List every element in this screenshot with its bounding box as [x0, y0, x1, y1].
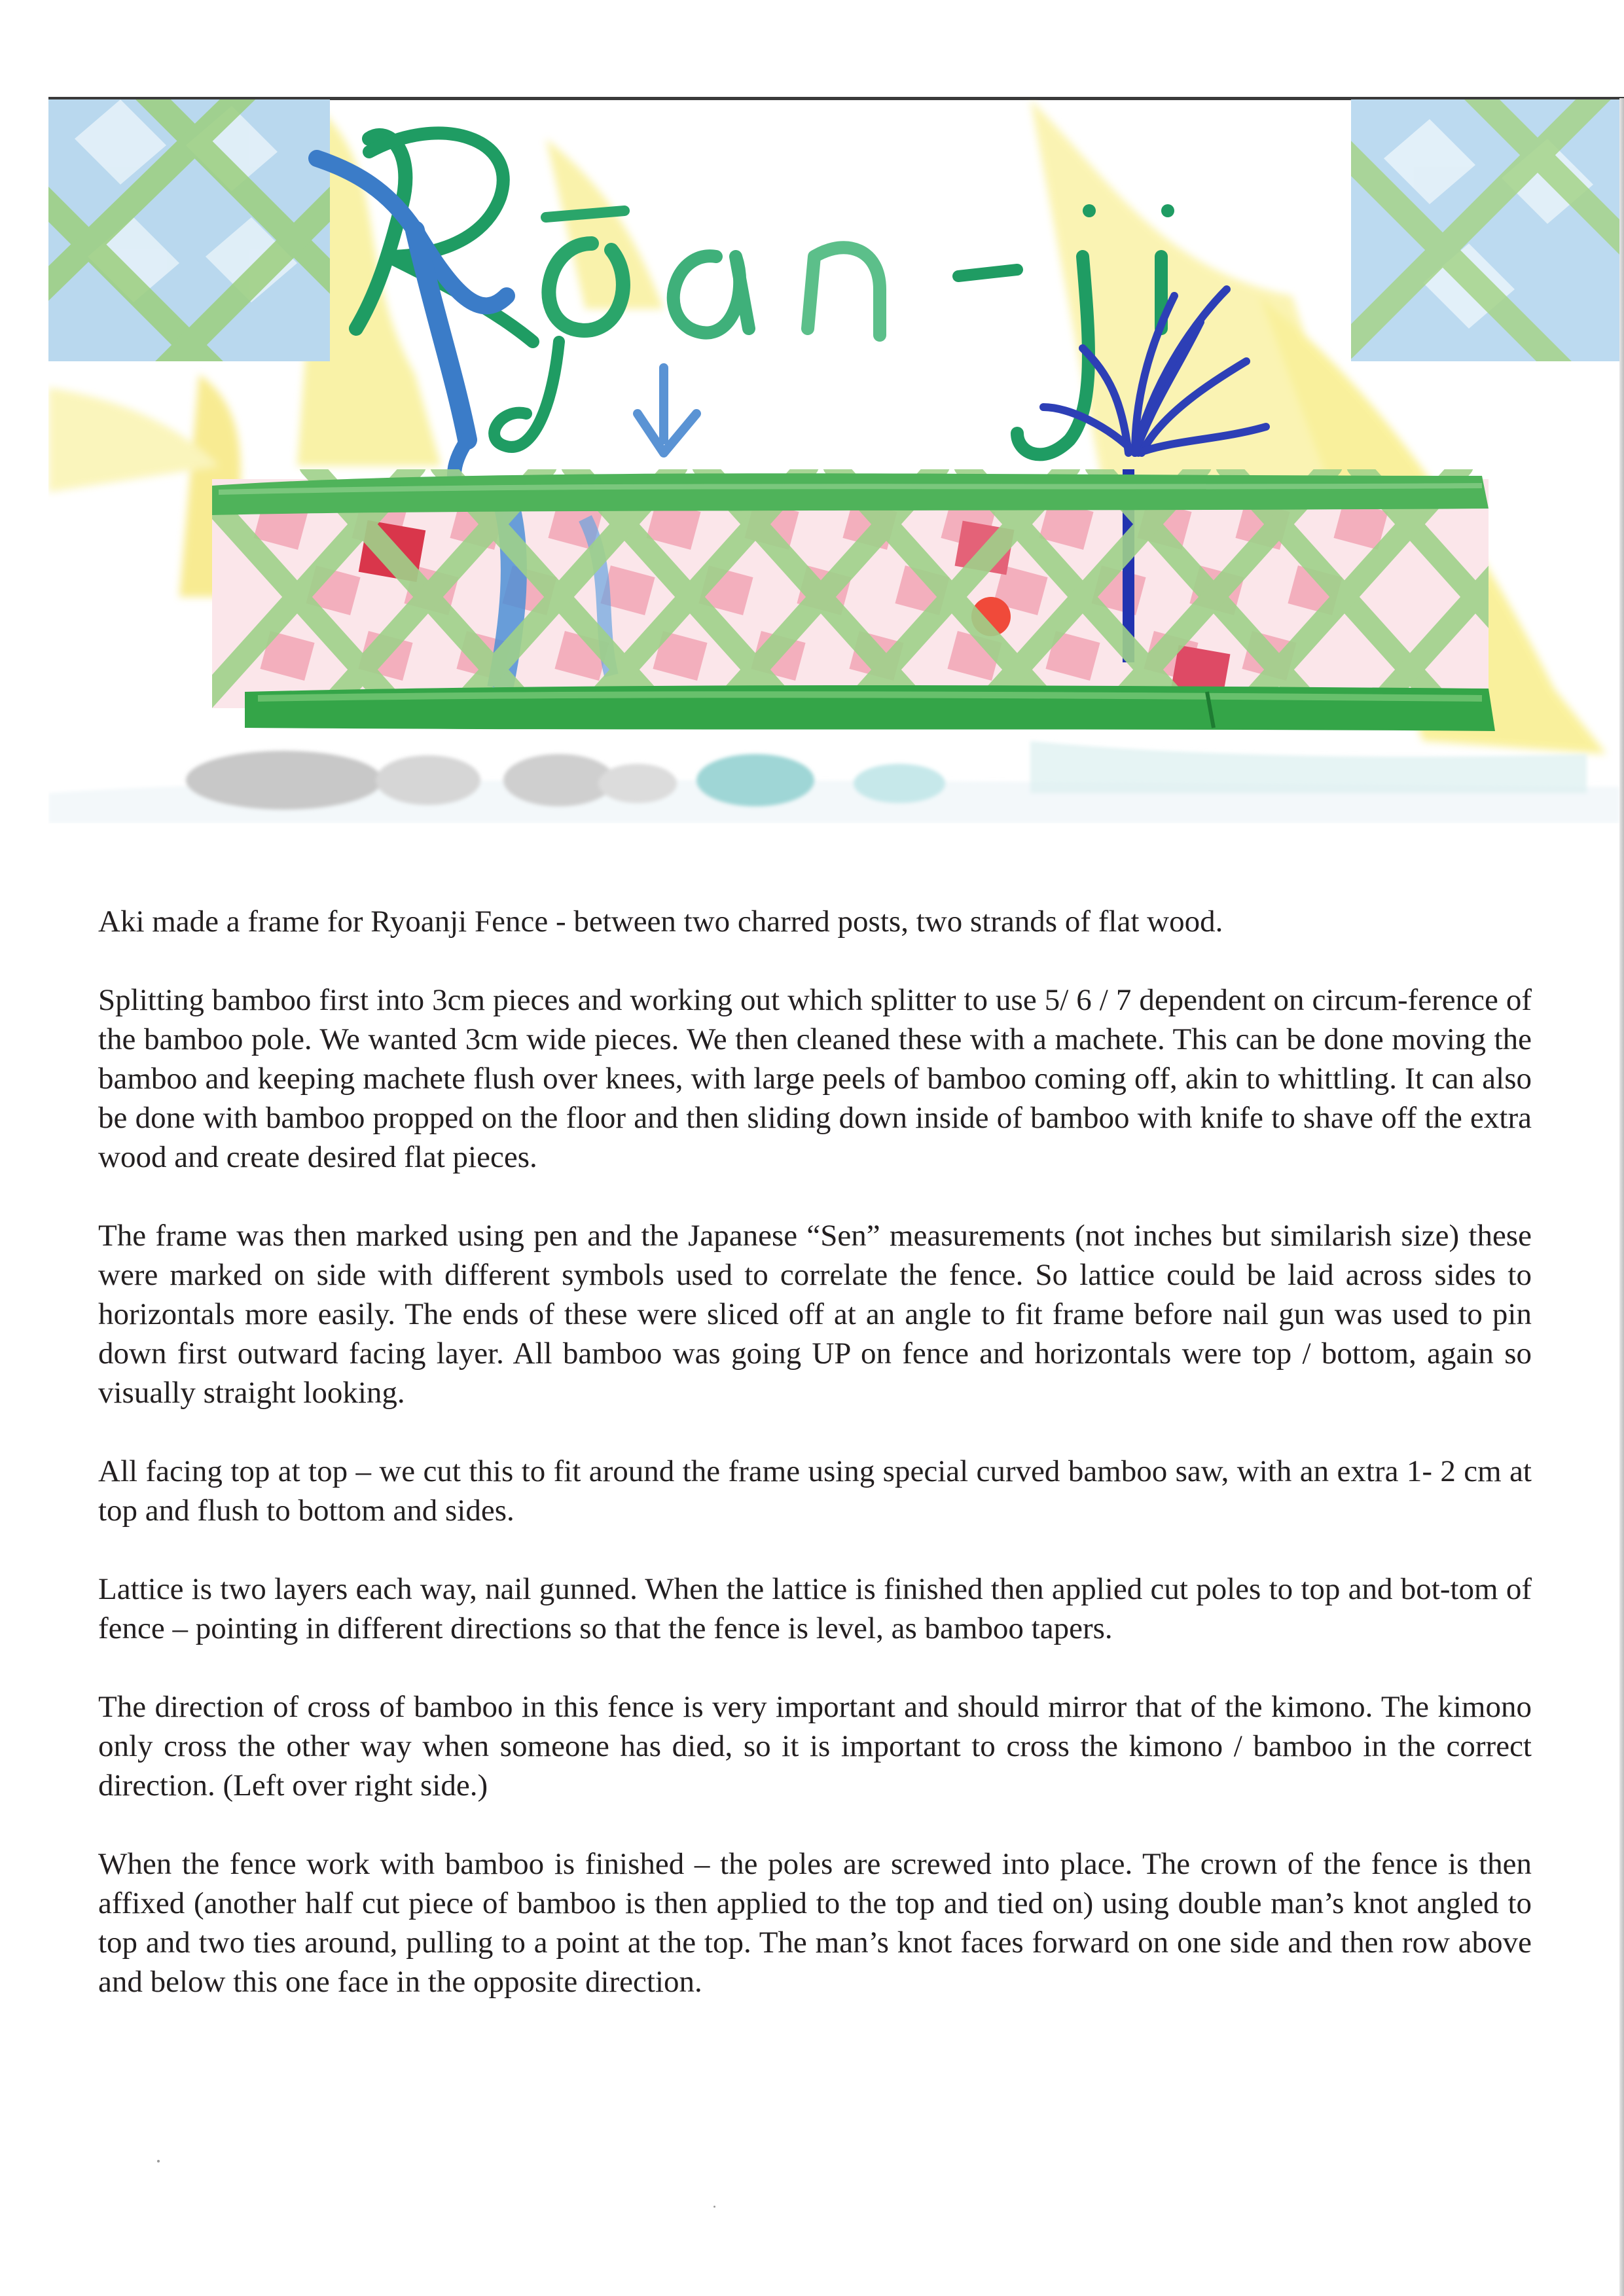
page-edge-right [1619, 98, 1624, 2296]
paragraph-frame: Aki made a frame for Ryoanji Fence - between two charred posts, two strands of flat wood. [98, 905, 1223, 939]
top-left-lattice-panel [48, 99, 363, 381]
paragraph-lattice: Lattice is two layers each way, nail gunned. When the lattice is finished then applied cut poles to top and bot-tom of fence – pointing in different directions so that the fence is level, as bamboo tapers. [98, 1572, 1532, 1645]
paper-speck [157, 2160, 160, 2162]
paragraph-crown: When the fence work with bamboo is finished – the poles are screwed into place. The crown of the fence is then affixed (another half cut piece of bamboo is then applied to the top and tied on) using double man’s knot angled to top and two ties around, pulling to a point at the top. The man’s knot faces forward on one side and then row above and below this one face in the opposite direction. [98, 1847, 1532, 1999]
fence-painting [48, 99, 1619, 823]
top-right-lattice-panel [1331, 99, 1619, 374]
paragraph-facing: All facing top at top – we cut this to fit around the frame using special curved bamboo saw, with an extra 1- 2 cm at top and flush to bottom and sides. [98, 1454, 1532, 1528]
article-body [98, 902, 1532, 2041]
painted-title-lettering [317, 133, 1174, 518]
header-watercolor-illustration [48, 99, 1619, 823]
paper-speck [713, 2206, 715, 2208]
fence-bottom-rail [245, 685, 1495, 731]
fence-top-rail [212, 473, 1489, 515]
paragraph-splitting: Splitting bamboo first into 3cm pieces and working out which splitter to use 5/ 6 / 7 dependent on circum-ference of the bamboo pole. We wanted 3cm wide pieces. We then cleaned these with a machete. This can be done moving the bamboo and keeping machete flush over knees, with large peels of bamboo coming off, akin to whittling. It can also be done with bamboo propped on the floor and then sliding down inside of bamboo with knife to shave off the extra wood and create desired flat pieces. [98, 983, 1532, 1174]
paragraph-marking: The frame was then marked using pen and the Japanese “Sen” measurements (not inches but similarish size) these were marked on side with different symbols used to correlate the fence. So lattice could be laid across sides to horizontals more easily. The ends of these were sliced off at an angle to fit frame before nail gun was used to pin down first outward facing layer. All bamboo was going UP on fence and horizontals were top / bottom, again so visually straight looking. [98, 1219, 1532, 1410]
paragraph-direction: The direction of cross of bamboo in this fence is very important and should mirror that of the kimono. The kimono only cross the other way when someone has died, so it is important to cross the kimono / bamboo in the correct direction. (Left over right side.) [98, 1690, 1532, 1803]
